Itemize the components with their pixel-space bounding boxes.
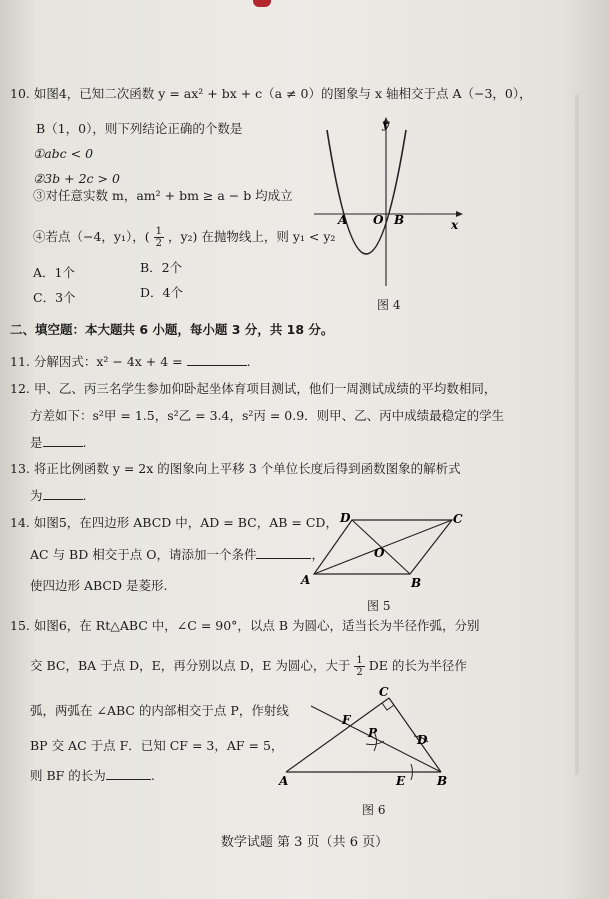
q14-line2 — [30, 549, 324, 562]
q12-lead: 是 — [30, 435, 43, 450]
q10-statement-2: ②3b + 2c > 0 — [33, 171, 120, 186]
fig5-label-o: O — [374, 546, 385, 560]
fig5-label-b: B — [411, 576, 422, 590]
q14-end: ， — [311, 547, 324, 562]
q13-answer-blank[interactable] — [43, 499, 83, 500]
fig6-label-f: F — [342, 713, 351, 727]
q15-line4: BP 交 AC 于点 F．已知 CF = 3，AF = 5， — [30, 738, 284, 753]
fig4-parabola-curve — [327, 130, 406, 254]
q15-end: . — [150, 768, 155, 783]
q10-stem-line2: B（1，0），则下列结论正确的个数是 — [36, 121, 243, 136]
q15-l2-post: DE 的长为半径作 — [368, 658, 467, 673]
figure-4-parabola — [310, 110, 470, 290]
q15-answer-blank[interactable] — [106, 779, 151, 780]
q10-s4-post: ，y₂) 在抛物线上，则 y₁ < y₂ — [167, 229, 336, 244]
q15-num: 1 — [356, 655, 363, 666]
q14-lead: AC 与 BD 相交于点 O，请添加一个条件 — [30, 547, 257, 562]
q12-line3 — [30, 437, 87, 450]
q11-stem: 11. 分解因式：x² − 4x + 4 = — [10, 354, 183, 369]
fig4-label-a: A — [338, 213, 348, 227]
q12-end: . — [82, 435, 87, 450]
q15-line3: 弧，两弧在 ∠ABC 的内部相交于点 P，作射线 — [30, 703, 289, 718]
fig4-label-b: B — [394, 213, 405, 227]
fig4-label-o: O — [373, 213, 384, 227]
fig6-right-angle-mark — [382, 703, 394, 710]
q11-end: . — [246, 354, 251, 369]
binder-clip — [253, 0, 271, 7]
q12-line1: 12. 甲、乙、丙三名学生参加仰卧起坐体育项目测试，他们一周测试成绩的平均数相同， — [10, 381, 497, 396]
q10-statement-4 — [33, 226, 335, 249]
q15-l2-pre: 交 BC，BA 于点 D，E，再分别以点 D，E 为圆心，大于 — [30, 658, 351, 673]
q10-statement-3: ③对任意实数 m，am² + bm ≥ a − b 均成立 — [33, 188, 293, 203]
q10-option-b: B．2个 — [140, 260, 183, 275]
fig4-x-arrow — [456, 211, 463, 217]
q14-line1: 14. 如图5，在四边形 ABCD 中，AD = BC，AB = CD， — [10, 515, 338, 530]
fig5-label-c: C — [453, 512, 463, 526]
q15-line5 — [30, 770, 155, 783]
q15-fraction — [354, 655, 364, 678]
q10-s4-den: 2 — [155, 238, 162, 249]
fig6-label-b: B — [437, 774, 448, 788]
q15-line1: 15. 如图6，在 Rt△ABC 中，∠C = 90°，以点 B 为圆心，适当长为半径作弧，分别 — [10, 618, 480, 633]
figure-6-caption: 图 6 — [362, 803, 386, 817]
show-through-right — [575, 95, 579, 775]
q10-option-c: C．3个 — [33, 290, 76, 305]
fig5-label-d: D — [340, 511, 351, 525]
fig6-label-d: D — [417, 733, 428, 747]
q11-text — [10, 356, 251, 369]
q15-lead: 则 BF 的长为 — [30, 768, 106, 783]
fig6-side-bc — [389, 698, 441, 772]
q13-end: . — [82, 488, 87, 503]
q11-answer-blank[interactable] — [187, 365, 247, 366]
fig6-label-c: C — [379, 685, 389, 699]
figure-4-caption: 图 4 — [377, 298, 401, 312]
fig6-label-p: P — [368, 726, 378, 740]
q13-lead: 为 — [30, 488, 43, 503]
fig6-label-a: A — [279, 774, 289, 788]
fig6-label-e: E — [396, 774, 406, 788]
q10-option-a: A．1个 — [33, 265, 75, 280]
q15-line2 — [30, 655, 467, 678]
q15-den: 2 — [356, 667, 363, 678]
q10-statement-1: ①abc < 0 — [33, 146, 94, 161]
section-2-heading: 二、填空题：本大题共 6 小题，每小题 3 分，共 18 分。 — [10, 322, 334, 337]
fig4-label-x: x — [451, 218, 459, 232]
q12-line2: 方差如下：s²甲 = 1.5，s²乙 = 3.4，s²丙 = 0.9．则甲、乙、丙中成绩最稳定的学生 — [30, 408, 505, 423]
q14-line3: 使四边形 ABCD 是菱形. — [30, 578, 168, 593]
page-footer: 数学试题 第 3 页（共 6 页） — [220, 835, 389, 850]
figure-5-caption: 图 5 — [367, 599, 391, 613]
q10-stem-line1: 10. 如图4，已知二次函数 y = ax² + bx + c（a ≠ 0）的图象与 x 轴相交于点 A（−3，0）， — [10, 86, 532, 101]
q10-option-d: D．4个 — [140, 285, 183, 300]
fig4-label-y: y — [382, 117, 389, 131]
q13-line2 — [30, 490, 87, 503]
q10-s4-num: 1 — [155, 226, 162, 237]
q10-s4-pre: ④若点（−4，y₁），( — [33, 229, 150, 244]
figure-5-quadrilateral — [296, 506, 476, 596]
q13-line1: 13. 将正比例函数 y = 2x 的图象向上平移 3 个单位长度后得到函数图象的解析式 — [10, 461, 461, 476]
figure-6-right-triangle — [276, 684, 456, 796]
q12-answer-blank[interactable] — [43, 446, 83, 447]
fig5-label-a: A — [301, 573, 311, 587]
q10-s4-fraction — [154, 226, 164, 249]
